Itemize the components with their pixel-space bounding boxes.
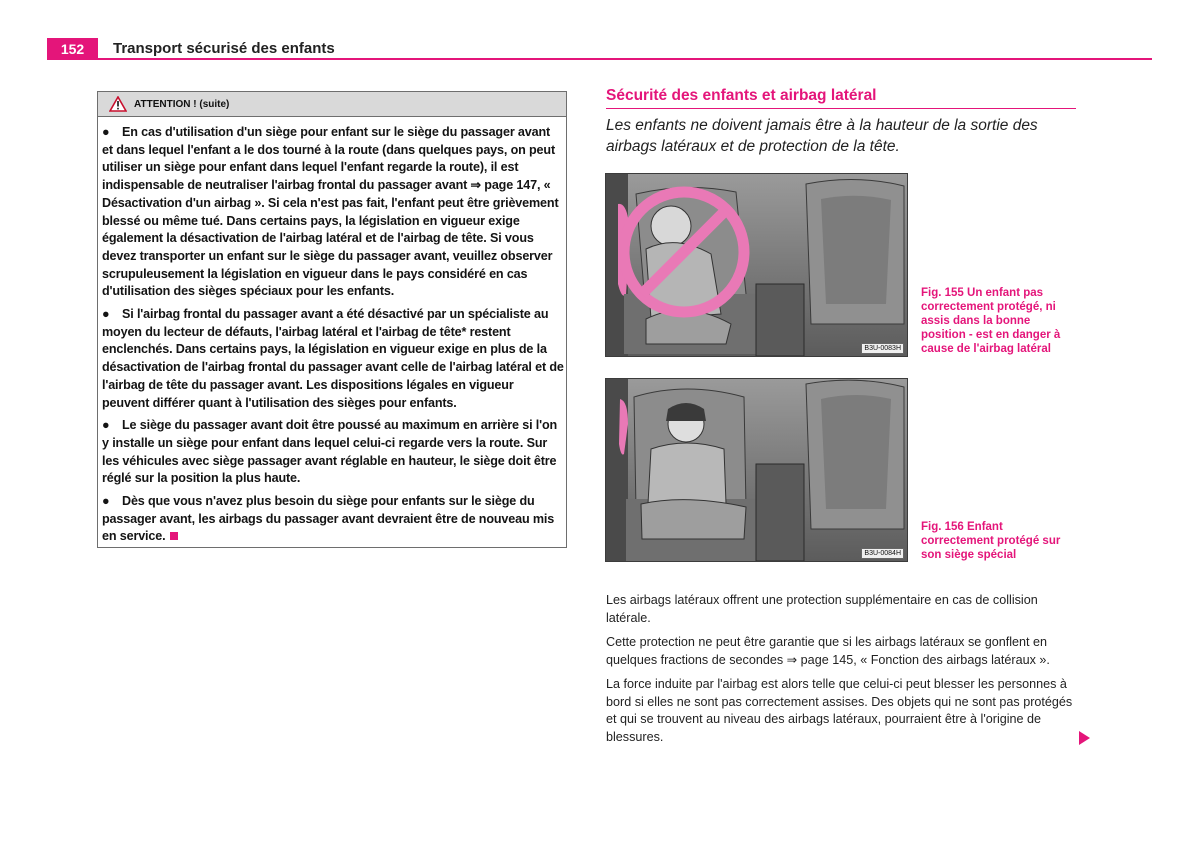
figure-code: B3U-0083H bbox=[861, 343, 904, 354]
bullet: ● bbox=[102, 125, 110, 139]
end-of-section-icon bbox=[170, 532, 178, 540]
bullet: ● bbox=[102, 307, 110, 322]
page-number: 152 bbox=[47, 38, 98, 60]
warning-triangle-icon bbox=[109, 96, 127, 112]
warning-item bbox=[102, 124, 564, 301]
warning-item-text: Le siège du passager avant doit être poussé au maximum en arrière si l'on y installe un siège pour enfant dans lequel celui-ci regarde vers la route. Sur les véhicules avec siège passager avant réglable en hauteur, le siège doit être réglé sur la position la plus haute. bbox=[102, 418, 558, 486]
bullet: ● bbox=[102, 418, 110, 433]
body-text bbox=[606, 592, 1078, 753]
figure-155-image bbox=[605, 173, 908, 357]
figure-156-caption: Fig. 156 Enfant correctement protégé sur son siège spécial bbox=[921, 521, 1061, 561]
warning-title: ATTENTION ! (suite) bbox=[134, 98, 230, 110]
section-rule bbox=[606, 108, 1076, 109]
running-title: Transport sécurisé des enfants bbox=[113, 40, 335, 57]
warning-item-text: Si l'airbag frontal du passager avant a été désactivé par un spécialiste au moyen du lecteur de défauts, l'airbag latéral et l'airbag de tête* restent enclenchés. Dans certains pays, la législation en vigueur exige en plus de la désactivation de l'airbag frontal du passager avant celle de l'airbag latéral et de l'airbag de tête du passager avant. Les dispositions légales en vigueur peuvent différer quant à l'utilisation des sièges pour enfants. bbox=[102, 307, 564, 410]
body-paragraph: Les airbags latéraux offrent une protection supplémentaire en cas de collision latérale. bbox=[606, 593, 1038, 625]
warning-item-text: En cas d'utilisation d'un siège pour enfant sur le siège du passager avant et dans lequel l'enfant a le dos tourné à la route (dans quelques pays, on peut utiliser un siège pour enfant dans lequel l'enfant regarde la route), il est indispensable de neutraliser l'airbag frontal du passager avant ⇒ page 147, « Désactivation d'un airbag ». Si cela n'est pas fait, l'enfant peut être grièvement blessé ou même tué. Dans certains pays, la législation en vigueur exige également la désactivation de l'airbag latéral et de l'airbag de tête. Si vous devez transporter un enfant sur le siège du passager avant, veuillez observer scrupuleusement la législation en vigueur dans le pays considéré en cas d'utilisation des sièges spéciaux pour les enfants. bbox=[102, 125, 559, 299]
warning-box bbox=[97, 91, 567, 548]
header-rule bbox=[47, 58, 1152, 60]
warning-item bbox=[102, 417, 564, 488]
figure-156-image bbox=[605, 378, 908, 562]
warning-item-text: Dès que vous n'avez plus besoin du siège pour enfants sur le siège du passager avant, les airbags du passager avant devraient être de nouveau mis en service. bbox=[102, 494, 555, 544]
child-seat-illustration bbox=[606, 379, 907, 561]
section-intro: Les enfants ne doivent jamais être à la hauteur de la sortie des airbags latéraux et de protection de la tête. bbox=[606, 117, 1038, 155]
body-paragraph: Cette protection ne peut être garantie que si les airbags latéraux se gonflent en quelques fractions de secondes ⇒ page 145, « Fonction des airbags latéraux ». bbox=[606, 635, 1050, 667]
child-seat-illustration bbox=[606, 174, 907, 356]
bullet: ● bbox=[102, 494, 110, 509]
warning-body bbox=[102, 124, 564, 551]
figure-code: B3U-0084H bbox=[861, 548, 904, 559]
warning-header bbox=[98, 92, 566, 117]
figure-155-caption: Fig. 155 Un enfant pas correctement protégé, ni assis dans la bonne position - est en danger à cause de l'airbag latéral bbox=[921, 287, 1061, 355]
continue-arrow-icon bbox=[1079, 731, 1090, 745]
warning-item bbox=[102, 306, 564, 412]
body-paragraph: La force induite par l'airbag est alors telle que celui-ci peut blesser les personnes à bord si elles ne sont pas correctement assises. Des objets qui ne sont pas protégés et qui se trouvent au niveau des airbags latéraux, pourraient être à l'origine de blessures. bbox=[606, 677, 1073, 744]
section-title: Sécurité des enfants et airbag latéral bbox=[606, 87, 877, 104]
warning-item bbox=[102, 493, 564, 546]
